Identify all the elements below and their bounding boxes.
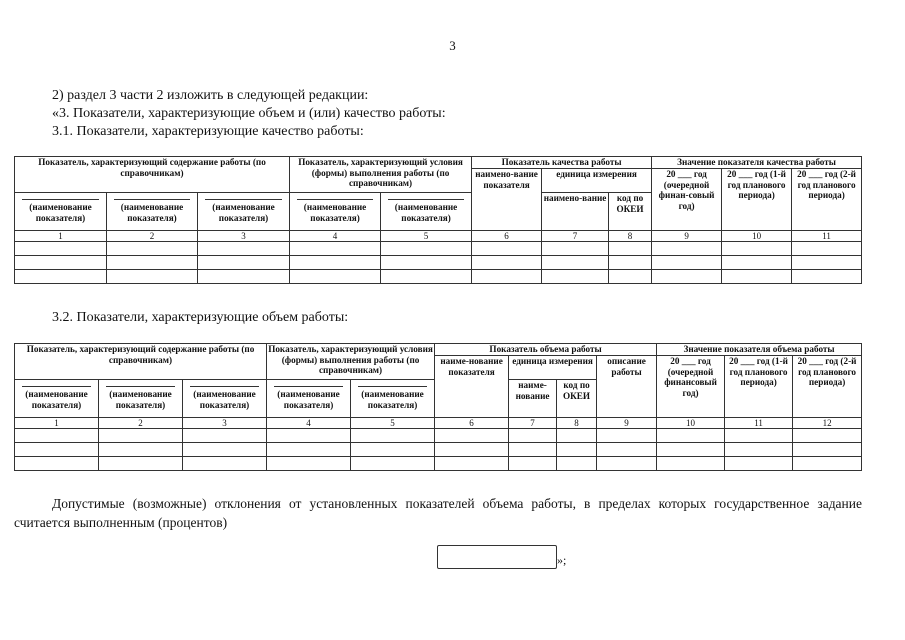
header-conditions-indicator: Показатель, характеризующий условия (формы) выполнения работы (по справочникам): [267, 344, 435, 380]
intro-line-2: «3. Показатели, характеризующие объем и (или) качество работы:: [52, 106, 446, 121]
table-row: [15, 429, 862, 443]
column-number: 9: [652, 231, 722, 242]
header-okei: код по ОКЕИ: [557, 380, 597, 418]
column-number: 8: [557, 418, 597, 429]
header-content-indicator: Показатель, характеризующий содержание работы (по справочникам): [15, 344, 267, 380]
header-year-3: 20 ___ год (2-й год планового периода): [793, 356, 862, 418]
column-number: 10: [657, 418, 725, 429]
sub-label-cell: (наименование показателя): [351, 380, 435, 418]
column-number: 8: [609, 231, 652, 242]
sub-label-cell: (наименование показателя): [15, 380, 99, 418]
header-volume-value: Значение показателя объема работы: [657, 344, 862, 356]
header-conditions-indicator: Показатель, характеризующий условия (формы) выполнения работы (по справочникам): [290, 157, 472, 193]
table-row: [15, 270, 862, 284]
header-unit-name: наиме-нование: [509, 380, 557, 418]
sub-label-cell: (наименование показателя): [107, 193, 198, 231]
header-unit: единица измерения: [542, 169, 652, 193]
header-year-2: 20 ___ год (1-й год планового периода): [725, 356, 793, 418]
header-quality-value: Значение показателя качества работы: [652, 157, 862, 169]
column-number: 10: [722, 231, 792, 242]
volume-indicators-table: [14, 343, 862, 471]
column-number: 3: [198, 231, 290, 242]
header-year-2: 20 ___ год (1-й год планового периода): [722, 169, 792, 231]
header-year-1: 20 ___ год (очередной финан-совый год): [652, 169, 722, 231]
header-quality-indicator: Показатель качества работы: [472, 157, 652, 169]
sub-label-cell: (наименование показателя): [15, 193, 107, 231]
column-number: 12: [793, 418, 862, 429]
column-number: 7: [542, 231, 609, 242]
column-number: 5: [351, 418, 435, 429]
column-number: 2: [107, 231, 198, 242]
page-number: 3: [449, 38, 456, 53]
column-number: 3: [183, 418, 267, 429]
column-number: 1: [15, 231, 107, 242]
closing-quote: »;: [557, 553, 567, 567]
header-volume-indicator: Показатель объема работы: [435, 344, 657, 356]
deviation-percent-field[interactable]: [437, 545, 557, 569]
column-number: 11: [725, 418, 793, 429]
column-number: 9: [597, 418, 657, 429]
quality-indicators-table: [14, 156, 862, 284]
column-number: 6: [472, 231, 542, 242]
sub-label-cell: (наименование показателя): [381, 193, 472, 231]
column-number: 5: [381, 231, 472, 242]
header-year-1: 20 ___ год (очередной финансовый год): [657, 356, 725, 418]
table-row: [15, 256, 862, 270]
column-number: 11: [792, 231, 862, 242]
deviation-paragraph: Допустимые (возможные) отклонения от установленных показателей объема работы, в пределах которых государственное задание считается выполненным (процентов): [14, 496, 862, 530]
intro-line-3: 3.1. Показатели, характеризующие качество работы:: [52, 124, 364, 139]
sub-label-cell: (наименование показателя): [290, 193, 381, 231]
section-3-2-title: 3.2. Показатели, характеризующие объем работы:: [52, 310, 349, 325]
header-indicator-name: наимено-вание показателя: [472, 169, 542, 231]
header-indicator-name: наиме-нование показателя: [435, 356, 509, 418]
table-row: [15, 457, 862, 471]
header-unit: единица измерения: [509, 356, 597, 380]
table-row: [15, 443, 862, 457]
header-unit-name: наимено-вание: [542, 193, 609, 231]
column-number: 2: [99, 418, 183, 429]
table-row: [15, 242, 862, 256]
sub-label-cell: (наименование показателя): [198, 193, 290, 231]
column-number: 4: [290, 231, 381, 242]
header-year-3: 20 ___ год (2-й год планового периода): [792, 169, 862, 231]
column-number: 6: [435, 418, 509, 429]
header-okei: код по ОКЕИ: [609, 193, 652, 231]
column-number: 1: [15, 418, 99, 429]
sub-label-cell: (наименование показателя): [267, 380, 351, 418]
column-number: 4: [267, 418, 351, 429]
sub-label-cell: (наименование показателя): [183, 380, 267, 418]
intro-line-1: 2) раздел 3 части 2 изложить в следующей редакции:: [52, 88, 369, 103]
header-work-description: описание работы: [597, 356, 657, 418]
sub-label-cell: (наименование показателя): [99, 380, 183, 418]
header-content-indicator: Показатель, характеризующий содержание работы (по справочникам): [15, 157, 290, 193]
column-number: 7: [509, 418, 557, 429]
